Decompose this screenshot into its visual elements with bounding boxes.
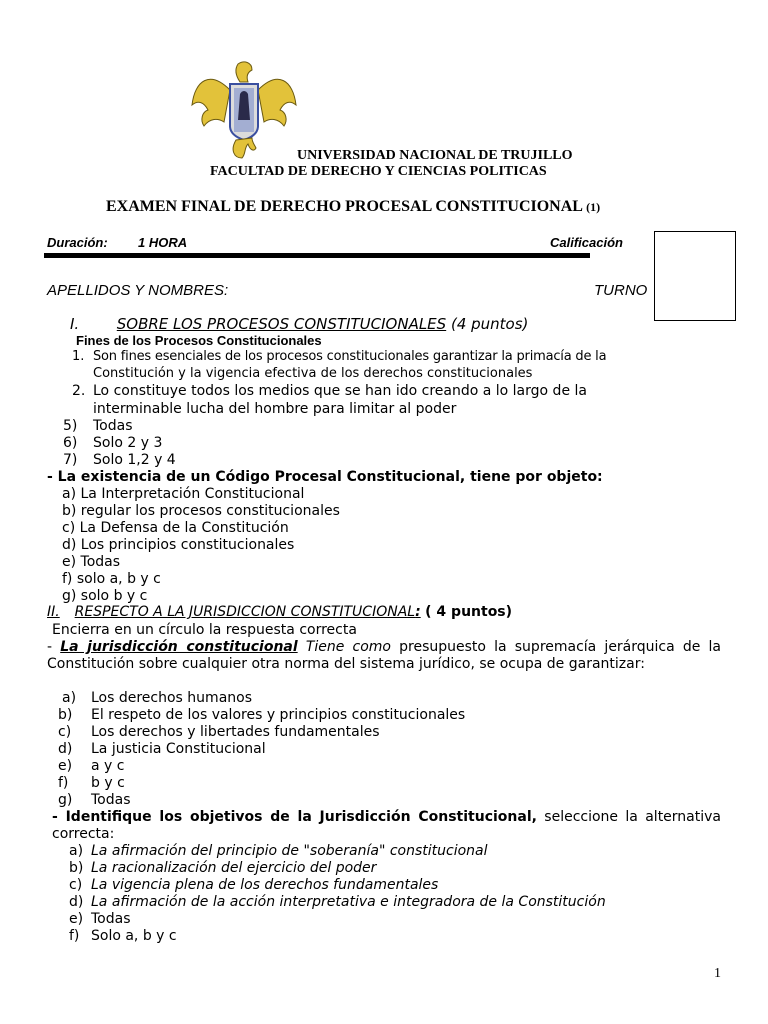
s2-q2-option-text: La afirmación de la acción interpretativa e integradora de la Constitución	[91, 894, 606, 910]
s1-q2-option: b) regular los procesos constitucionales	[62, 503, 340, 519]
s2-q2-option-text: La afirmación del principio de "soberanía" constitucional	[91, 843, 488, 859]
s2-q1-option-text: Los derechos humanos	[91, 690, 252, 706]
s1-q2-option: d) Los principios constitucionales	[62, 537, 295, 553]
s2-q2-option-num: c)	[69, 877, 83, 893]
exam-title-note: (1)	[586, 200, 601, 214]
header-rule	[44, 253, 590, 258]
s2-q2-option-num: b)	[69, 860, 84, 876]
s2-q1-option-text: La justicia Constitucional	[91, 741, 266, 757]
s1-q2-option: a) La Interpretación Constitucional	[62, 486, 305, 502]
duration-value: 1 HORA	[138, 235, 188, 250]
s1-item-text: Lo constituye todos los medios que se han ido creando a lo largo de la	[93, 383, 587, 399]
s2-q1-rest: presupuesto la supremacía jerárquica de la Constitución sobre cualquier otra norma del sistema jurídico, se ocupa de garantizar:	[47, 639, 721, 672]
duration-label: Duración:	[47, 235, 108, 250]
exam-title-text: EXAMEN FINAL DE DERECHO PROCESAL CONSTITUCIONAL	[106, 198, 583, 215]
s2-q1-option-num: f)	[58, 775, 69, 791]
s1-item-text: interminable lucha del hombre para limitar al poder	[93, 401, 457, 417]
s1-item-text: Constitución y la vigencia efectiva de los derechos constitucionales	[93, 366, 533, 381]
turn-label: TURNO	[594, 282, 648, 299]
s2-q1-option-text: b y c	[91, 775, 125, 791]
section2-title: RESPECTO A LA JURISDICCION CONSTITUCIONAL	[74, 604, 416, 620]
s1-q2-option: f) solo a, b y c	[62, 571, 161, 587]
s2-q1-option-num: e)	[58, 758, 73, 774]
grade-box[interactable]	[654, 231, 736, 321]
s1-q2-option: g) solo b y c	[62, 588, 148, 604]
s1-option-text: Solo 2 y 3	[93, 435, 163, 451]
section2-instruction: Encierra en un círculo la respuesta correcta	[52, 622, 357, 638]
s2-q2-bold: - Identifique los objetivos de la Jurisdicción Constitucional,	[52, 809, 537, 825]
s2-q1-option-num: c)	[58, 724, 72, 740]
s2-q2-option-num: e)	[69, 911, 84, 927]
s2-q2-option-num: d)	[69, 894, 84, 910]
section1-heading	[70, 315, 528, 333]
crest-icon	[190, 60, 298, 160]
s2-q2-option-text: Todas	[91, 911, 131, 927]
s1-option-text: Todas	[93, 418, 133, 434]
section1-number: I.	[70, 315, 80, 333]
s1-option-num: 7)	[63, 452, 78, 468]
s2-q1-dash: -	[47, 639, 61, 655]
s1-item-num: 2.	[72, 383, 86, 399]
s2-q1-option-num: d)	[58, 741, 73, 757]
section1-title: SOBRE LOS PROCESOS CONSTITUCIONALES	[116, 315, 447, 333]
s2-q2-option-text: La vigencia plena de los derechos fundamentales	[91, 877, 439, 893]
s1-option-num: 5)	[63, 418, 78, 434]
section2-number: II.	[47, 604, 60, 620]
s1-option-text: Solo 1,2 y 4	[93, 452, 176, 468]
section2-heading	[47, 604, 512, 620]
university-crest	[190, 60, 298, 160]
s1-q2-option: e) Todas	[62, 554, 121, 570]
s2-q2-option-text: La racionalización del ejercicio del poder	[91, 860, 377, 876]
section2-points: ( 4 puntos)	[425, 604, 513, 620]
university-name: UNIVERSIDAD NACIONAL DE TRUJILLO	[297, 148, 573, 163]
page-number: 1	[714, 966, 721, 981]
s1-item-text: Son fines esenciales de los procesos constitucionales garantizar la primacía de la	[93, 349, 607, 364]
s2-q1-option-text: Los derechos y libertades fundamentales	[91, 724, 380, 740]
s2-q1-option-text: a y c	[91, 758, 125, 774]
s2-q1-option-num: b)	[58, 707, 73, 723]
faculty-name: FACULTAD DE DERECHO Y CIENCIAS POLITICAS	[210, 164, 547, 179]
s2-q1-term: La jurisdicción constitucional	[60, 639, 298, 655]
s2-q1-option-num: a)	[62, 690, 77, 706]
section1-points: (4 puntos)	[450, 315, 529, 333]
s2-question-1	[47, 639, 721, 673]
s1-q2-option: c) La Defensa de la Constitución	[62, 520, 289, 536]
s2-q1-option-text: Todas	[91, 792, 131, 808]
s1-option-num: 6)	[63, 435, 78, 451]
s2-q2-option-num: a)	[69, 843, 84, 859]
s1-question-2: - La existencia de un Código Procesal Constitucional, tiene por objeto:	[47, 469, 603, 485]
section1-subtitle: Fines de los Procesos Constitucionales	[76, 333, 322, 348]
s2-q1-option-text: El respeto de los valores y principios constitucionales	[91, 707, 466, 723]
s2-q1-option-num: g)	[58, 792, 73, 808]
s2-q2-option-num: f)	[69, 928, 80, 944]
s2-q1-italic: Tiene como	[297, 639, 391, 655]
s2-question-2	[52, 809, 721, 843]
s2-q2-option-text: Solo a, b y c	[91, 928, 177, 944]
s1-item-num: 1.	[72, 349, 85, 364]
exam-title	[106, 198, 600, 216]
names-label: APELLIDOS Y NOMBRES:	[47, 282, 229, 299]
s2-q2-rest: seleccione la alternativa correcta:	[52, 809, 721, 842]
grade-label: Calificación	[550, 235, 623, 250]
section2-colon: :	[415, 604, 421, 620]
